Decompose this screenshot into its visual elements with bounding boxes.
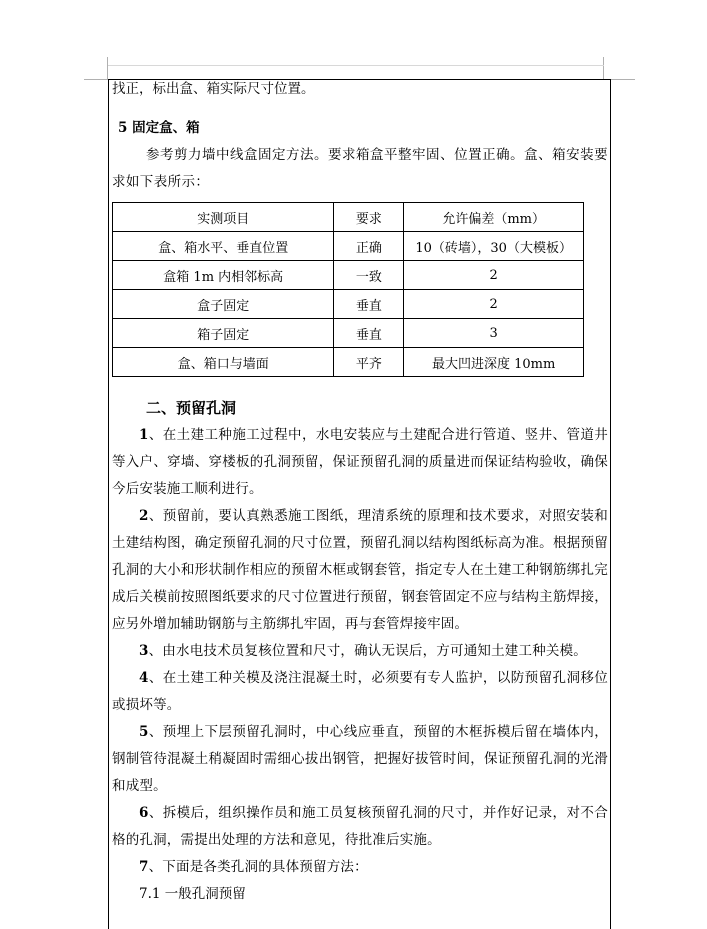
table-cell: 盒箱 1m 内相邻标高 bbox=[113, 261, 334, 290]
item-number: 4 bbox=[139, 670, 149, 686]
item-text: 、在土建工种关模及浇注混凝土时，必须要有专人监护，以防预留孔洞移位或损坏等。 bbox=[112, 670, 608, 713]
crop-mark-right-horizontal bbox=[611, 79, 635, 80]
table-cell: 箱子固定 bbox=[113, 319, 334, 348]
list-item bbox=[112, 854, 608, 881]
table-cell: 垂直 bbox=[334, 319, 404, 348]
list-item bbox=[112, 800, 608, 854]
table-row bbox=[113, 348, 584, 377]
item-number: 1 bbox=[139, 427, 149, 443]
item-text: 、预留前，要认真熟悉施工图纸，理清系统的原理和技术要求，对照安装和土建结构图，确定预留孔洞的尺寸位置，预留孔洞以结构图纸标高为准。根据预留孔洞的大小和形状制作相应的预留木框或钢套管，指定专人在土建工种钢筋绑扎完成后关模前按照图纸要求的尺寸位置进行预留，钢套管固定不应与结构主筋焊接，应另外增加辅助钢筋与主筋绑扎牢固，再与套管焊接牢固。 bbox=[112, 508, 608, 632]
table-header-row bbox=[113, 203, 584, 232]
item-text: 、预埋上下层预留孔洞时，中心线应垂直，预留的木框拆模后留在墙体内，钢制管待混凝土稍凝固时需细心拔出钢管，把握好拔管时间，保证预留孔洞的光滑和成型。 bbox=[112, 724, 608, 794]
table-cell: 正确 bbox=[334, 232, 404, 261]
item-text: 、下面是各类孔洞的具体预留方法： bbox=[148, 859, 368, 875]
table-cell: 盒子固定 bbox=[113, 290, 334, 319]
section-5-heading bbox=[112, 115, 608, 142]
subsection-7-1-heading: 7.1 一般孔洞预留 bbox=[139, 886, 246, 902]
section-5-title: 固定盒、箱 bbox=[132, 120, 200, 136]
section-5-paragraph: 参考剪力墙中线盒固定方法。要求箱盒平整牢固、位置正确。盒、箱安装要求如下表所示： bbox=[112, 147, 608, 190]
item-text: 、在土建工种施工过程中，水电安装应与土建配合进行管道、竖井、管道井等入户、穿墙、穿楼板的孔洞预留，保证预留孔洞的质量进而保证结构验收，确保今后安装施工顺利进行。 bbox=[112, 427, 608, 497]
table-cell: 垂直 bbox=[334, 290, 404, 319]
table-cell: 最大凹进深度 10mm bbox=[404, 348, 584, 377]
table-cell: 盒、箱水平、垂直位置 bbox=[113, 232, 334, 261]
table-row bbox=[113, 232, 584, 261]
item-number: 3 bbox=[139, 643, 149, 659]
table-cell: 盒、箱口与墙面 bbox=[113, 348, 334, 377]
section-2-heading: 二、预留孔洞 bbox=[146, 399, 237, 417]
table-cell: 10（砖墙），30（大模板） bbox=[404, 232, 584, 261]
item-number: 2 bbox=[139, 508, 149, 524]
list-item bbox=[112, 719, 608, 800]
list-item bbox=[112, 638, 608, 665]
section-5-number: 5 bbox=[118, 120, 128, 136]
table-cell: 平齐 bbox=[334, 348, 404, 377]
header-rule bbox=[108, 65, 604, 66]
table-header-cell: 要求 bbox=[334, 203, 404, 232]
item-number: 6 bbox=[139, 805, 149, 821]
table-cell: 3 bbox=[404, 319, 584, 348]
table-cell: 一致 bbox=[334, 261, 404, 290]
box-install-spec-table bbox=[112, 202, 584, 377]
table-row bbox=[113, 319, 584, 348]
item-text: 、由水电技术员复核位置和尺寸，确认无误后，方可通知土建工种关模。 bbox=[148, 643, 587, 659]
list-item bbox=[112, 503, 608, 638]
item-number: 7 bbox=[139, 859, 149, 875]
table-cell: 2 bbox=[404, 261, 584, 290]
table-row bbox=[113, 261, 584, 290]
crop-mark-left-vertical bbox=[107, 57, 108, 79]
intro-line: 找正，标出盒、箱实际尺寸位置。 bbox=[112, 81, 315, 97]
list-item bbox=[112, 422, 608, 503]
table-header-cell: 实测项目 bbox=[113, 203, 334, 232]
table-row bbox=[113, 290, 584, 319]
crop-mark-left-horizontal bbox=[84, 79, 108, 80]
document-body bbox=[112, 80, 608, 908]
item-text: 、拆模后，组织操作员和施工员复核预留孔洞的尺寸，并作好记录，对不合格的孔洞，需提出处理的方法和意见，待批准后实施。 bbox=[112, 805, 608, 848]
item-number: 5 bbox=[139, 724, 149, 740]
table-cell: 2 bbox=[404, 290, 584, 319]
table-header-cell: 允许偏差（mm） bbox=[404, 203, 584, 232]
list-item bbox=[112, 665, 608, 719]
